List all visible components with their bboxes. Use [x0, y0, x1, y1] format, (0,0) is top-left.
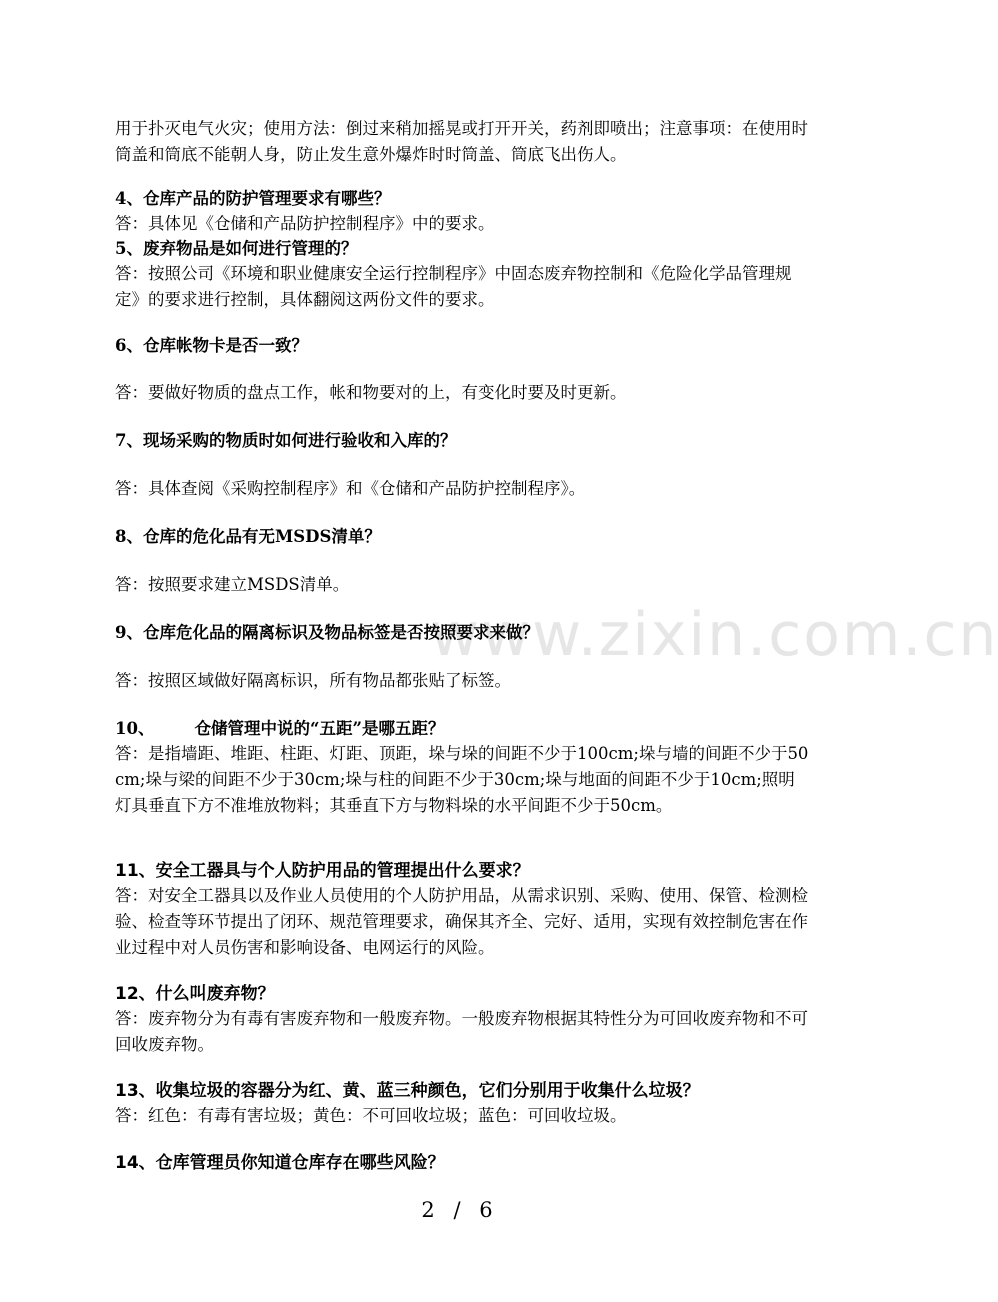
question-10 — [115, 716, 810, 742]
question-10-text: 仓储管理中说的“五距”是哪五距？ — [194, 719, 445, 738]
answer-11: 答：对安全工器具以及作业人员使用的个人防护用品，从需求识别、采购、使用、保管、检测检验、检查等环节提出了闭环、规范管理要求，确保其齐全、完好、适用，实现有效控制危害在作业过程中对人员伤害和影响设备、电网运行的风险。 — [115, 886, 808, 957]
question-10-number: 10、 — [115, 719, 155, 738]
answer-10: 答：是指墙距、堆距、柱距、灯距、顶距，垛与垛的间距不少于100cm;垛与墙的间距不少于50cm;垛与梁的间距不少于30cm;垛与柱的间距不少于30cm;垛与地面的间距不少于10cm;照明灯具垂直下方不准堆放物料；其垂直下方与物料垛的水平间距不少于50cm。 — [115, 744, 809, 815]
watermark: www.zixin.com.cn — [430, 600, 998, 670]
answer-8: 答：按照要求建立MSDS清单。 — [115, 575, 350, 594]
question-5: 5、废弃物品是如何进行管理的？ — [115, 239, 358, 258]
question-9: 9、仓库危化品的隔离标识及物品标签是否按照要求来做？ — [115, 623, 539, 642]
question-7: 7、现场采购的物质时如何进行验收和入库的？ — [115, 431, 457, 450]
answer-12: 答：废弃物分为有毒有害废弃物和一般废弃物。一般废弃物根据其特性分为可回收废弃物和不可回收废弃物。 — [115, 1009, 808, 1054]
question-14: 14、仓库管理员你知道仓库存在哪些风险？ — [115, 1153, 445, 1173]
answer-7: 答：具体查阅《采购控制程序》和《仓储和产品防护控制程序》。 — [115, 479, 586, 498]
question-13: 13、收集垃圾的容器分为红、黄、蓝三种颜色，它们分别用于收集什么垃圾？ — [115, 1081, 700, 1101]
question-11: 11、安全工器具与个人防护用品的管理提出什么要求？ — [115, 861, 530, 881]
answer-6: 答：要做好物质的盘点工作，帐和物要对的上，有变化时要及时更新。 — [115, 383, 627, 402]
answer-5: 答：按照公司《环境和职业健康安全运行控制程序》中固态废弃物控制和《危险化学品管理规定》的要求进行控制，具体翻阅这两份文件的要求。 — [115, 264, 792, 309]
page-number: 2 / 6 — [421, 1198, 499, 1222]
question-6: 6、仓库帐物卡是否一致？ — [115, 336, 308, 355]
question-12: 12、什么叫废弃物？ — [115, 984, 275, 1004]
question-8: 8、仓库的危化品有无MSDS清单？ — [115, 527, 381, 546]
question-4: 4、仓库产品的防护管理要求有哪些？ — [115, 189, 391, 208]
answer-13: 答：红色：有毒有害垃圾；黄色：不可回收垃圾；蓝色：可回收垃圾。 — [115, 1106, 627, 1125]
answer-4: 答：具体见《仓储和产品防护控制程序》中的要求。 — [115, 214, 495, 233]
intro-paragraph: 用于扑灭电气火灾；使用方法：倒过来稍加摇晃或打开开关，药剂即喷出；注意事项：在使用时筒盖和筒底不能朝人身，防止发生意外爆炸时时筒盖、筒底飞出伤人。 — [115, 119, 808, 164]
answer-9: 答：按照区域做好隔离标识，所有物品都张贴了标签。 — [115, 671, 511, 690]
